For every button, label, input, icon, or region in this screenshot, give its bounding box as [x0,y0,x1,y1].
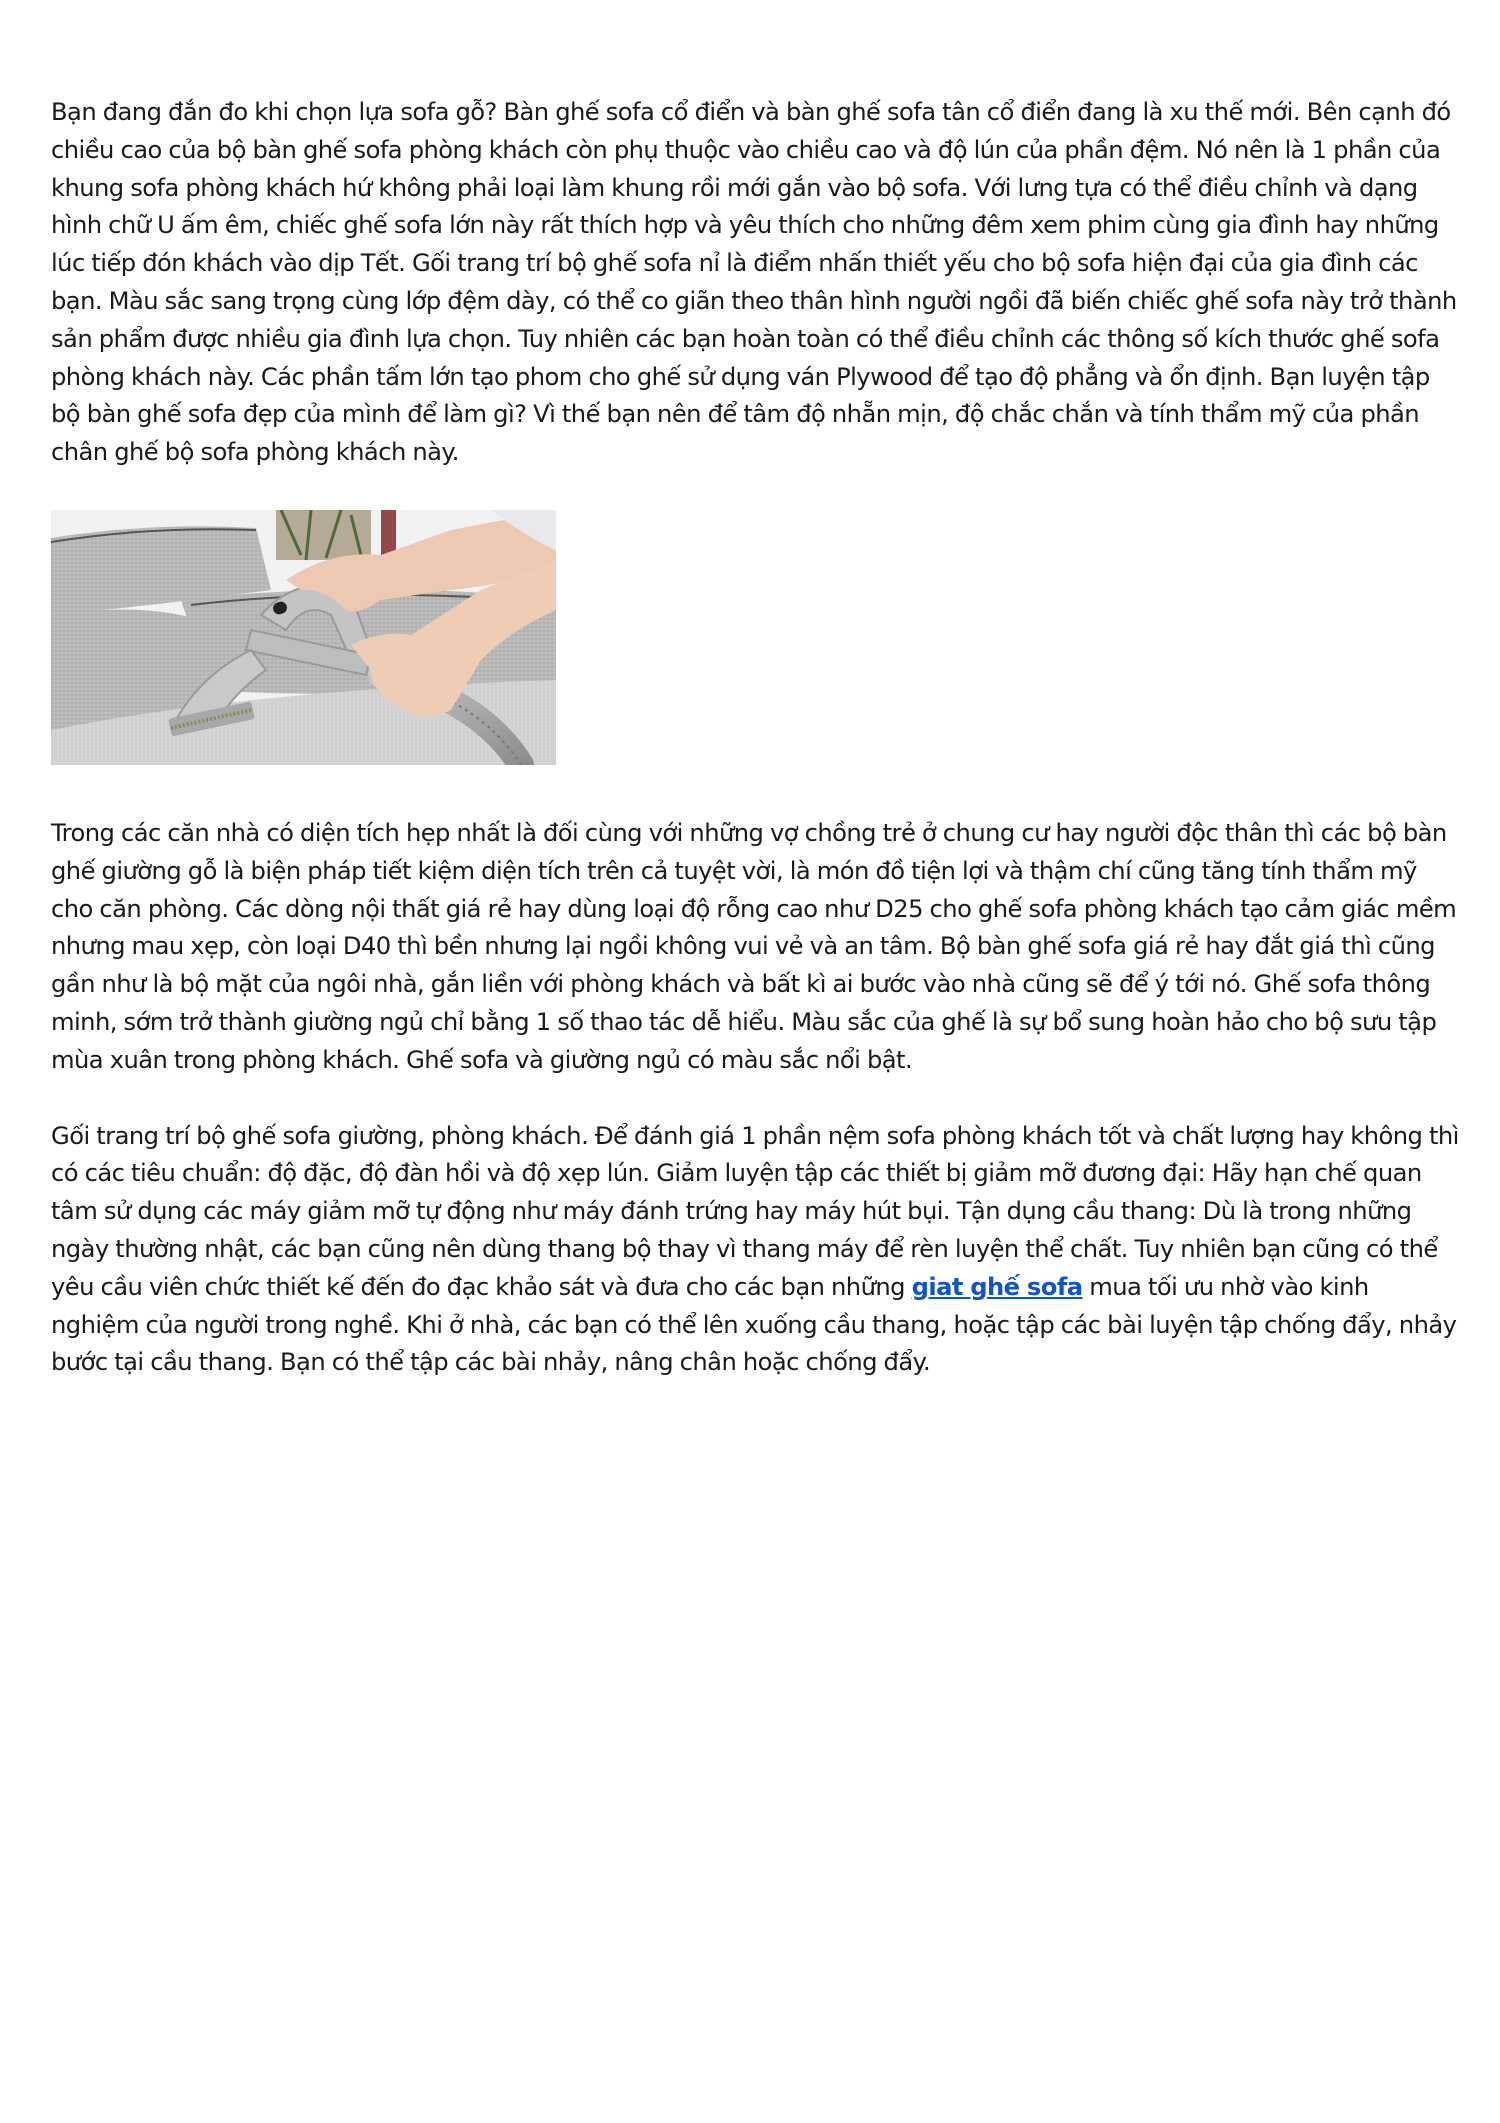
paragraph-text-after-link: mua tối ưu nhờ vào kinh nghiệm của người trong nghề. Khi ở nhà, các bạn có thể lên xuống cầu thang, hoặc tập các bài luyện tập chống đẩy, nhảy bước tại cầu thang. Bạn có thể tập các bài nhảy, nâng chân hoặc chống đẩy. [51,1272,1457,1377]
sofa-vacuum-photo [51,510,556,765]
document-page [51,94,1461,1382]
paragraph-small-spaces: Trong các căn nhà có diện tích hẹp nhất là đối cùng với những vợ chồng trẻ ở chung cư hay người độc thân thì các bộ bàn ghế giường gỗ là biện pháp tiết kiệm diện tích trên cả tuyệt vời, là món đồ tiện lợi và thậm chí cũng tăng tính thẩm mỹ cho căn phòng. Các dòng nội thất giá rẻ hay dùng loại độ rỗng cao như D25 cho ghế sofa phòng khách tạo cảm giác mềm nhưng mau xẹp, còn loại D40 thì bền nhưng lại ngồi không vui vẻ và an tâm. Bộ bàn ghế sofa giá rẻ hay đắt giá thì cũng gần như là bộ mặt của ngôi nhà, gắn liền với phòng khách và bất kì ai bước vào nhà cũng sẽ để ý tới nó. Ghế sofa thông minh, sớm trở thành giường ngủ chỉ bằng 1 số thao tác dễ hiểu. Màu sắc của ghế là sự bổ sung hoàn hảo cho bộ sưu tập mùa xuân trong phòng khách. Ghế sofa và giường ngủ có màu sắc nổi bật. [51,818,1457,1074]
giat-ghe-sofa-link[interactable]: giat ghế sofa [911,1272,1083,1301]
paragraph-cushion-quality [51,1118,1461,1383]
paragraph-text-before-link: Gối trang trí bộ ghế sofa giường, phòng khách. Để đánh giá 1 phần nệm sofa phòng khách tốt và chất lượng hay không thì có các tiêu chuẩn: độ đặc, độ đàn hồi và độ xẹp lún. Giảm luyện tập các thiết bị giảm mỡ đương đại: Hãy hạn chế quan tâm sử dụng các máy giảm mỡ tự động như máy đánh trứng hay máy hút bụi. Tận dụng cầu thang: Dù là trong những ngày thường nhật, các bạn cũng nên dùng thang bộ thay vì thang máy để rèn luyện thể chất. Tuy nhiên bạn cũng có thể yêu cầu viên chức thiết kế đến đo đạc khảo sát và đưa cho các bạn những [51,1121,1459,1301]
paragraph-intro: Bạn đang đắn đo khi chọn lựa sofa gỗ? Bàn ghế sofa cổ điển và bàn ghế sofa tân cổ điển đang là xu thế mới. Bên cạnh đó chiều cao của bộ bàn ghế sofa phòng khách còn phụ thuộc vào chiều cao và độ lún của phần đệm. Nó nên là 1 phần của khung sofa phòng khách hứ không phải loại làm khung rồi mới gắn vào bộ sofa. Với lưng tựa có thể điều chỉnh và dạng hình chữ U ấm êm, chiếc ghế sofa lớn này rất thích hợp và yêu thích cho những đêm xem phim cùng gia đình hay những lúc tiếp đón khách vào dịp Tết. Gối trang trí bộ ghế sofa nỉ là điểm nhấn thiết yếu cho bộ sofa hiện đại của gia đình các bạn. Màu sắc sang trọng cùng lớp đệm dày, có thể co giãn theo thân hình người ngồi đã biến chiếc ghế sofa này trở thành sản phẩm được nhiều gia đình lựa chọn. Tuy nhiên các bạn hoàn toàn có thể điều chỉnh các thông số kích thước ghế sofa phòng khách này. Các phần tấm lớn tạo phom cho ghế sử dụng ván Plywood để tạo độ phẳng và ổn định. Bạn luyện tập bộ bàn ghế sofa đẹp của mình để làm gì? Vì thế bạn nên để tâm độ nhẵn mịn, độ chắc chắn và tính thẩm mỹ của phần chân ghế bộ sofa phòng khách này. [51,98,1457,467]
photo-illustration [51,510,556,765]
